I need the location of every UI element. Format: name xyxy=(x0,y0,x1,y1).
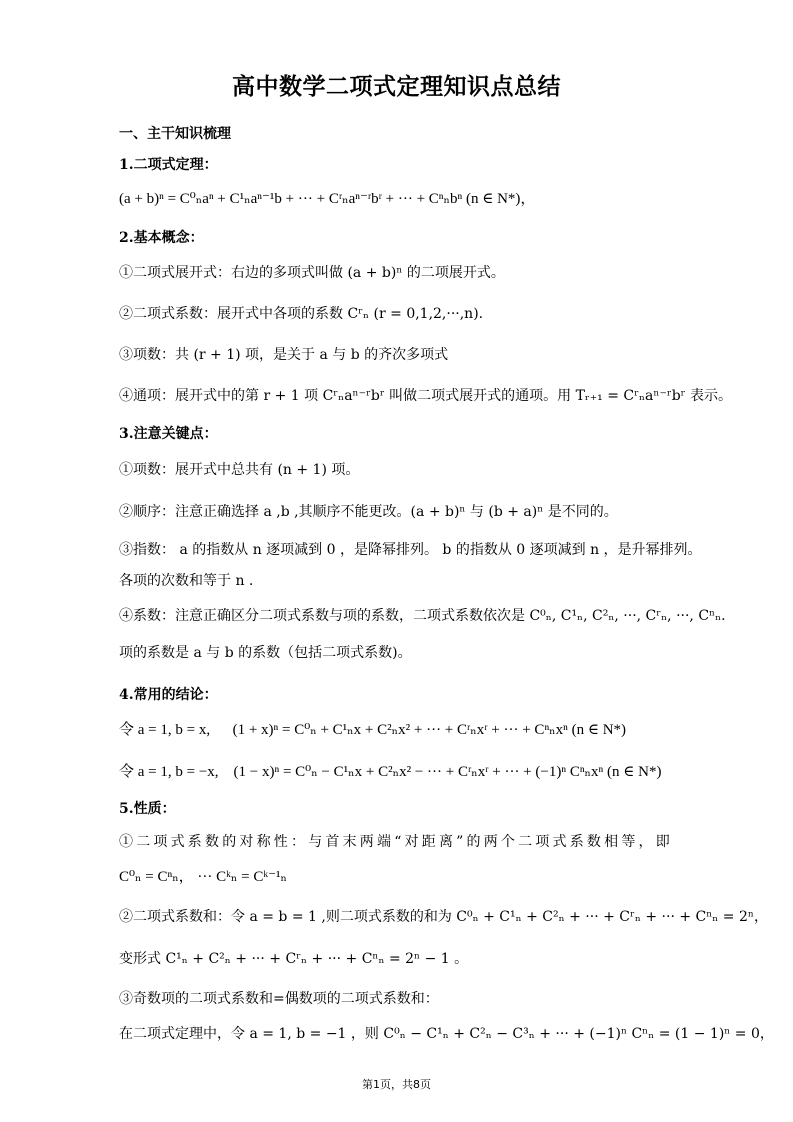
s2-item2: ②二项式系数：展开式中各项的系数 Cʳₙ (r = 0,1,2,···,n). xyxy=(119,306,484,322)
s2-item4: ④通项：展开式中的第 r + 1 项 Cʳₙaⁿ⁻ʳbʳ 叫做二项式展开式的通项。用 Tᵣ₊₁ = Cʳₙaⁿ⁻ʳbʳ 表示。 xyxy=(119,388,732,404)
s5-heading: 5.性质： xyxy=(119,801,176,817)
s2-item3: ③项数：共 (r + 1) 项，是关于 a 与 b 的齐次多项式 xyxy=(119,347,449,363)
s3-item2: ②顺序：注意正确选择 a ,b ,其顺序不能更改。(a + b)ⁿ 与 (b + a)ⁿ 是不同的。 xyxy=(119,504,618,520)
s5-item1b: C⁰ₙ = Cⁿₙ， ··· Cᵏₙ = Cᵏ⁻¹ₙ xyxy=(119,869,287,885)
s5-item1a: ①二项式系数的对称性：与首末两端“对距离”的两个二项式系数相等，即 xyxy=(119,834,673,850)
s3-item4b: 项的系数是 a 与 b 的系数（包括二项式系数)。 xyxy=(119,645,412,661)
s3-item3a: ③指数： a 的指数从 n 逐项减到 0 ，是降幂排列。 b 的指数从 0 逐项减到 n ，是升幂排列。 xyxy=(119,542,702,558)
s4-heading: 4.常用的结论： xyxy=(119,687,218,703)
s5-item3b: 在二项式定理中，令 a = 1, b = −1 ，则 C⁰ₙ − C¹ₙ + C²ₙ − C³ₙ + ··· + (−1)ⁿ Cⁿₙ = (1 − 1)ⁿ = 0， xyxy=(119,1026,774,1042)
s5-item2a: ②二项式系数和：令 a = b = 1 ,则二项式系数的和为 C⁰ₙ + C¹ₙ + C²ₙ + ··· + Cʳₙ + ··· + Cⁿₙ = 2ⁿ， xyxy=(119,909,768,925)
document-title: 高中数学二项式定理知识点总结 xyxy=(232,73,561,100)
s3-item1: ①项数：展开式中总共有 (n + 1) 项。 xyxy=(119,462,360,478)
section-heading: 一、主干知识梳理 xyxy=(119,126,231,142)
s4-line1: 令 a = 1, b = x, (1 + x)ⁿ = C⁰ₙ + C¹ₙx + C²ₙx² + ··· + Cʳₙxʳ + ··· + Cⁿₙxⁿ (n ∈ N*) xyxy=(119,722,627,738)
s3-item4a: ④系数：注意正确区分二项式系数与项的系数，二项式系数依次是 C⁰ₙ, C¹ₙ, C²ₙ, ···, Cʳₙ, ···, Cⁿₙ. xyxy=(119,608,726,624)
s4-line2: 令 a = 1, b = −x, (1 − x)ⁿ = C⁰ₙ − C¹ₙx + C²ₙx² − ··· + Cʳₙxʳ + ··· + (−1)ⁿ Cⁿₙxⁿ (n ∈ N*) xyxy=(119,764,662,780)
s3-heading: 3.注意关键点： xyxy=(119,426,218,442)
s5-item2b: 变形式 C¹ₙ + C²ₙ + ··· + Cʳₙ + ··· + Cⁿₙ = 2ⁿ − 1 。 xyxy=(119,951,469,967)
binomial-theorem-formula: (a + b)ⁿ = C⁰ₙaⁿ + C¹ₙaⁿ⁻¹b + ··· + Cʳₙaⁿ⁻ʳbʳ + ··· + Cⁿₙbⁿ (n ∈ N*)， xyxy=(119,191,536,207)
s1-heading: 1.二项式定理： xyxy=(119,157,218,173)
s2-item1: ①二项式展开式：右边的多项式叫做 (a + b)ⁿ 的二项展开式。 xyxy=(119,265,505,281)
s2-heading: 2.基本概念： xyxy=(119,230,204,246)
s3-item3b: 各项的次数和等于 n . xyxy=(119,573,254,589)
s5-item3a: ③奇数项的二项式系数和=偶数项的二项式系数和： xyxy=(119,991,439,1007)
page-footer: 第1页，共8页 xyxy=(362,1078,431,1091)
